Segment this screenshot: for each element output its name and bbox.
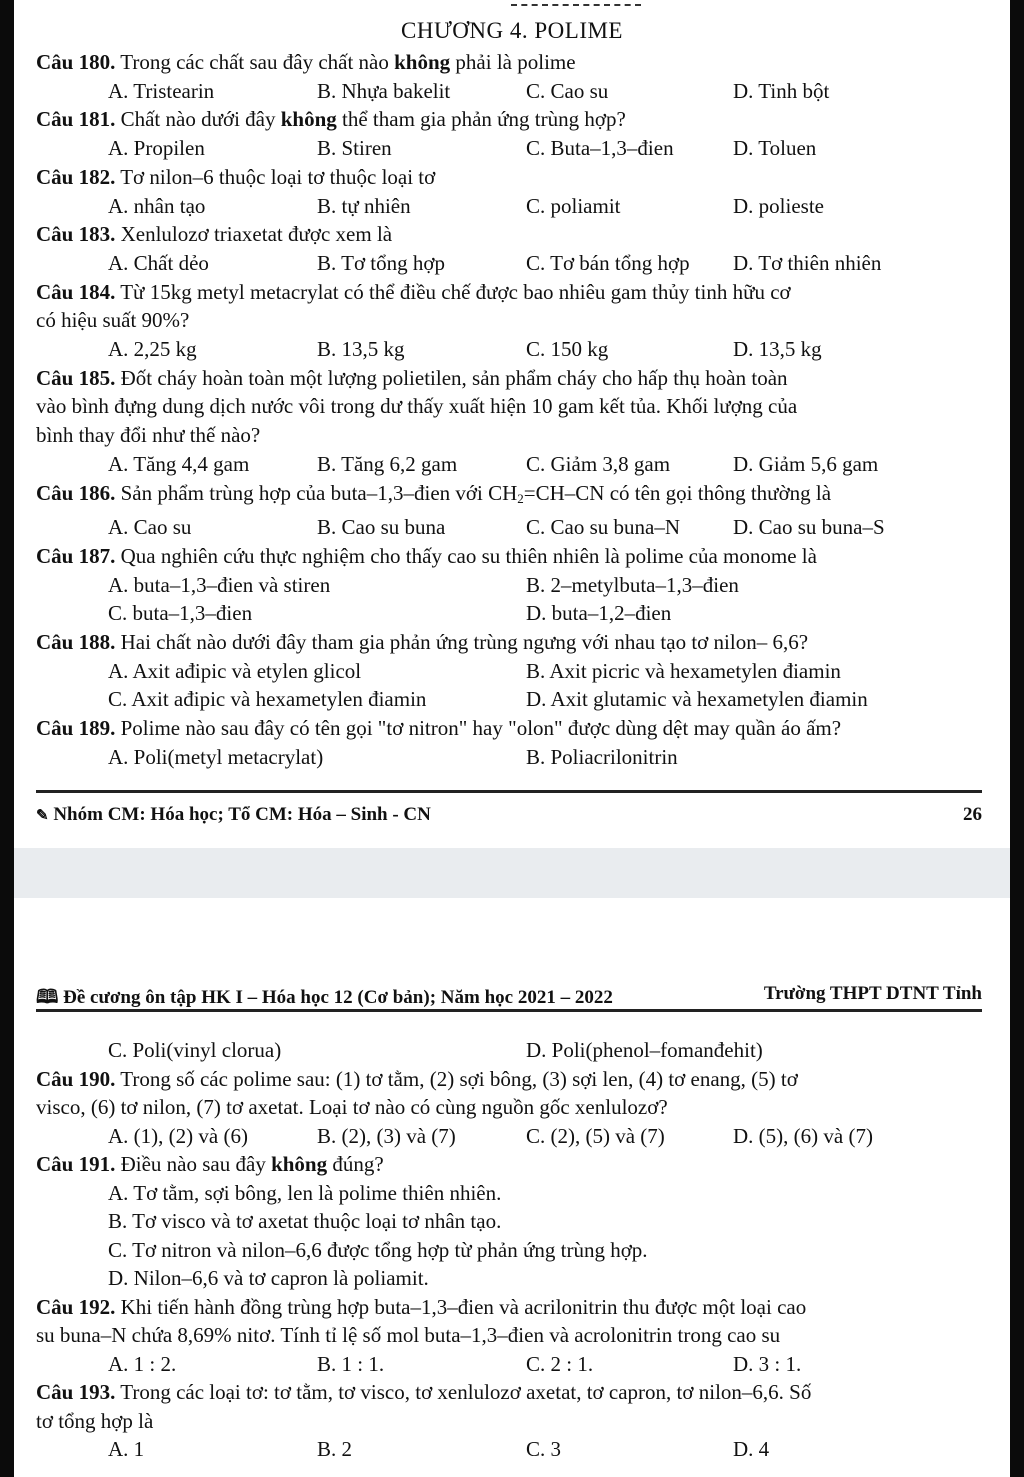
- option-d: D. Axit glutamic và hexametylen điamin: [526, 687, 868, 712]
- option-d: D. Cao su buna–S: [733, 515, 885, 540]
- question-190-cont: visco, (6) tơ nilon, (7) tơ axetat. Loại tơ nào có cùng nguồn gốc xenlulozơ?: [36, 1095, 668, 1119]
- option-c: C. 150 kg: [526, 337, 609, 362]
- question-190: Câu 190. Trong số các polime sau: (1) tơ tằm, (2) sợi bông, (3) sợi len, (4) tơ enang, (5) tơ: [36, 1066, 798, 1091]
- question-185-cont2: bình thay đổi như thế nào?: [36, 423, 261, 448]
- option-c: C. Buta–1,3–đien: [526, 136, 674, 161]
- options-188-row2: [36, 685, 986, 714]
- option-a: A. buta–1,3–đien và stiren: [108, 572, 331, 597]
- options-190: [36, 1122, 986, 1151]
- option-a-191: A. Tơ tằm, sợi bông, len là polime thiên nhiên.: [108, 1180, 502, 1205]
- question-180: Câu 180. Trong các chất sau đây chất nào không phải là polime: [36, 50, 576, 74]
- options-184: [36, 335, 986, 364]
- option-b: B. tự nhiên: [317, 193, 411, 218]
- option-b: B. 13,5 kg: [317, 337, 405, 362]
- options-180: [36, 77, 986, 106]
- question-184: Câu 184. Từ 15kg metyl metacrylat có thể điều chế được bao nhiêu gam thủy tinh hữu cơ: [36, 279, 791, 304]
- option-d-191: D. Nilon–6,6 và tơ capron là poliamit.: [108, 1266, 429, 1290]
- option-c: C. (2), (5) và (7): [526, 1123, 665, 1148]
- page-number: 26: [963, 804, 982, 825]
- option-a: A. 1: [108, 1437, 145, 1461]
- options-192: [36, 1350, 986, 1379]
- option-b: B. Tơ tổng hợp: [317, 250, 445, 275]
- question-185-cont: vào bình đựng dung dịch nước vôi trong dư thấy xuất hiện 10 gam kết tủa. Khối lượng của: [36, 394, 798, 419]
- question-183: Câu 183. Xenlulozơ triaxetat được xem là: [36, 222, 393, 247]
- options-185: [36, 450, 986, 479]
- question-184-cont: có hiệu suất 90%?: [36, 308, 190, 333]
- option-a: A. Propilen: [108, 136, 205, 161]
- question-187: Câu 187. Qua nghiên cứu thực nghiệm cho thấy cao su thiên nhiên là polime của monome là: [36, 543, 817, 568]
- option-b: B. 1 : 1.: [317, 1351, 385, 1376]
- option-a: A. Tristearin: [108, 78, 215, 103]
- option-a: A. nhân tạo: [108, 193, 206, 218]
- chapter-title: CHƯƠNG 4. POLIME: [401, 18, 623, 43]
- option-d: D. Giảm 5,6 gam: [733, 451, 879, 476]
- option-a: A. (1), (2) và (6): [108, 1123, 248, 1148]
- question-191: Câu 191. Điều nào sau đây không đúng?: [36, 1152, 384, 1176]
- question-188: Câu 188. Hai chất nào dưới đây tham gia phản ứng trùng ngưng với nhau tạo tơ nilon– 6,6?: [36, 630, 809, 655]
- pencil-icon: ✎: [36, 808, 49, 824]
- page-gap: [14, 848, 1010, 898]
- option-c-191: C. Tơ nitron và nilon–6,6 được tổng hợp từ phản ứng trùng hợp.: [108, 1237, 648, 1262]
- options-181: [36, 134, 986, 163]
- option-b: B. Tăng 6,2 gam: [317, 451, 458, 476]
- options-182: [36, 192, 986, 221]
- question-189: Câu 189. Polime nào sau đây có tên gọi "tơ nitron" hay "olon" được dùng dệt may quần áo ấm?: [36, 716, 842, 741]
- option-b: B. Stiren: [317, 136, 392, 161]
- option-c: C. 3: [526, 1437, 562, 1461]
- option-d: D. Poli(phenol–fomanđehit): [526, 1038, 763, 1062]
- page-top: [14, 0, 1010, 848]
- option-a: A. Cao su: [108, 515, 192, 540]
- question-182: Câu 182. Tơ nilon–6 thuộc loại tơ thuộc loại tơ: [36, 164, 436, 189]
- option-d: D. Tinh bột: [733, 78, 830, 103]
- options-186: [36, 513, 986, 542]
- question-192: Câu 192. Khi tiến hành đồng trùng hợp buta–1,3–đien và acrilonitrin thu được một loại cao: [36, 1294, 807, 1319]
- option-c: C. Giảm 3,8 gam: [526, 451, 671, 476]
- footer-text: Nhóm CM: Hóa học; Tổ CM: Hóa – Sinh - CN: [48, 804, 431, 825]
- option-a: A. Poli(metyl metacrylat): [108, 744, 324, 769]
- question-193: Câu 193. Trong các loại tơ: tơ tằm, tơ visco, tơ xenlulozơ axetat, tơ capron, tơ nilon–6,6. Số: [36, 1380, 812, 1404]
- option-b: B. (2), (3) và (7): [317, 1123, 456, 1148]
- option-d: D. 13,5 kg: [733, 337, 822, 362]
- option-b: B. Axit picric và hexametylen điamin: [526, 658, 841, 683]
- header-school: Trường THPT DTNT Tỉnh: [763, 983, 982, 1004]
- option-c: C. 2 : 1.: [526, 1351, 594, 1376]
- question-186: Câu 186. Sản phẩm trùng hợp của buta–1,3–đien với $CH_2=CH-CN$ có tên gọi thông thường là: [36, 480, 832, 506]
- option-c: C. buta–1,3–đien: [108, 601, 253, 626]
- book-icon: 🕮: [36, 987, 59, 1008]
- option-c: C. Axit ađipic và hexametylen điamin: [108, 687, 427, 712]
- questions-block-2: [36, 1036, 986, 1464]
- options-189-row2: [36, 1036, 986, 1065]
- option-b: B. Cao su buna: [317, 515, 446, 540]
- option-a: A. Axit ađipic và etylen glicol: [108, 658, 362, 683]
- option-c: C. Poli(vinyl clorua): [108, 1038, 282, 1062]
- footer-divider: [36, 790, 982, 793]
- question-192-cont: su buna–N chứa 8,69% nitơ. Tính tỉ lệ số mol buta–1,3–đien và acrolonitrin trong cao su: [36, 1323, 781, 1347]
- option-c: C. poliamit: [526, 193, 621, 218]
- option-b: B. Nhựa bakelit: [317, 78, 451, 103]
- header-title: Đề cương ôn tập HK I – Hóa học 12 (Cơ bản); Năm học 2021 – 2022: [58, 987, 613, 1008]
- option-b: B. 2: [317, 1437, 353, 1461]
- option-d: D. 3 : 1.: [733, 1351, 802, 1376]
- option-d: D. Toluen: [733, 136, 817, 161]
- question-185: Câu 185. Đốt cháy hoàn toàn một lượng polietilen, sản phẩm cháy cho hấp thụ hoàn toàn: [36, 365, 788, 390]
- option-c: C. Cao su buna–N: [526, 515, 680, 540]
- question-181: Câu 181. Chất nào dưới đây không thể tham gia phản ứng trùng hợp?: [36, 107, 626, 132]
- header-divider: [36, 1009, 982, 1012]
- options-193: [36, 1435, 986, 1464]
- option-c: C. Cao su: [526, 78, 609, 103]
- option-b-191: B. Tơ visco và tơ axetat thuộc loại tơ nhân tạo.: [108, 1209, 502, 1233]
- option-d: D. (5), (6) và (7): [733, 1123, 873, 1148]
- options-187-row1: [36, 571, 986, 600]
- options-189-row1: [36, 743, 986, 772]
- options-188-row1: [36, 657, 986, 686]
- question-193-cont: tơ tổng hợp là: [36, 1408, 154, 1433]
- option-a: A. Tăng 4,4 gam: [108, 451, 250, 476]
- option-c: C. Tơ bán tổng hợp: [526, 250, 690, 275]
- option-d: D. Tơ thiên nhiên: [733, 250, 882, 275]
- option-a: A. 1 : 2.: [108, 1351, 177, 1376]
- top-dash-line: [511, 4, 641, 6]
- questions-block-1: [36, 48, 986, 772]
- option-b: B. Poliacrilonitrin: [526, 744, 678, 769]
- option-a: A. Chất dẻo: [108, 250, 209, 275]
- option-d: D. buta–1,2–đien: [526, 601, 672, 626]
- options-183: [36, 249, 986, 278]
- option-d: D. polieste: [733, 193, 824, 218]
- options-187-row2: [36, 599, 986, 628]
- page-footer: [36, 804, 982, 826]
- option-b: B. 2–metylbuta–1,3–đien: [526, 572, 739, 597]
- option-d: D. 4: [733, 1437, 770, 1461]
- page-bottom: [14, 898, 1010, 1477]
- option-a: A. 2,25 kg: [108, 337, 197, 362]
